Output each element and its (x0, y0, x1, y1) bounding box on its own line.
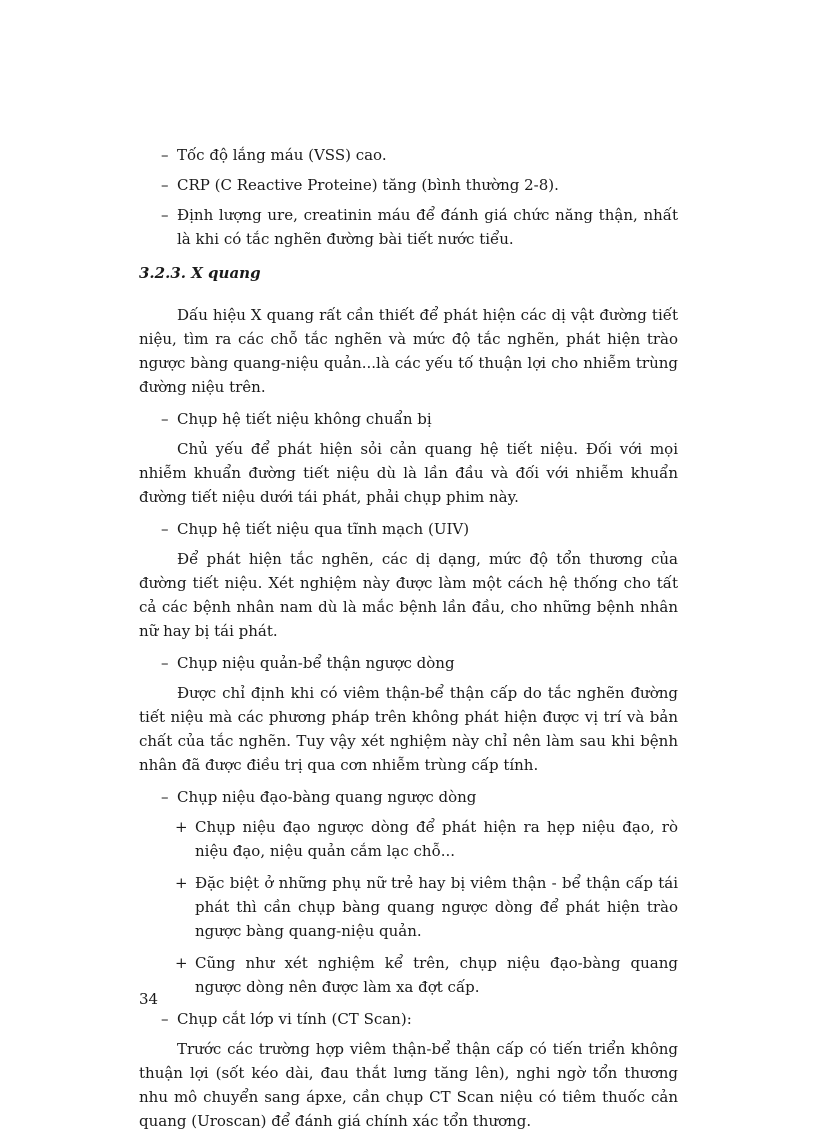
body-paragraph: Được chỉ định khi có viêm thận-bể thận cấp do tắc nghẽn đường tiết niệu mà các phương pháp trên không phát hiện được vị trí và bản chất của tắc nghẽn. Tuy vậy xét nghiệm này chỉ nên làm sau khi bệnh nhân đã được điều trị qua cơn nhiễm trùng cấp tính. (139, 684, 678, 774)
list-item-text: Chụp niệu quản-bể thận ngược dòng (177, 654, 455, 672)
list-item-text: Chụp cắt lớp vi tính (CT Scan): (177, 1010, 412, 1028)
list-item (139, 651, 678, 675)
page-content (139, 143, 678, 1141)
dash-marker: – (161, 410, 169, 428)
dash-marker: – (161, 146, 169, 164)
list-item (139, 517, 678, 541)
body-paragraph: Chủ yếu để phát hiện sỏi cản quang hệ tiết niệu. Đối với mọi nhiễm khuẩn đường tiết niệu dù là lần đầu và đối với nhiễm khuẩn đường tiết niệu dưới tái phát, phải chụp phim này. (139, 440, 678, 506)
sub-list-item (139, 951, 678, 999)
list-item-text: Chụp niệu đạo-bàng quang ngược dòng (177, 788, 477, 806)
sub-list-item-text: Đặc biệt ở những phụ nữ trẻ hay bị viêm thận - bể thận cấp tái phát thì cần chụp bàng quang ngược dòng để phát hiện trào ngược bàng quang-niệu quản. (195, 874, 678, 940)
sub-list-item-text: Chụp niệu đạo ngược dòng để phát hiện ra hẹp niệu đạo, rò niệu đạo, niệu quản cắm lạc chỗ... (195, 818, 678, 860)
list-item-text: Định lượng ure, creatinin máu để đánh giá chức năng thận, nhất là khi có tắc nghẽn đường bài tiết nước tiểu. (177, 206, 678, 248)
intro-paragraph: Dấu hiệu X quang rất cần thiết để phát hiện các dị vật đường tiết niệu, tìm ra các chỗ tắc nghẽn và mức độ tắc nghẽn, phát hiện trào ngược bàng quang-niệu quản...là các yếu tố thuận lợi cho nhiễm trùng đường niệu trên. (139, 306, 678, 396)
page-number: 34 (139, 990, 159, 1008)
list-item-text: Tốc độ lắng máu (VSS) cao. (177, 146, 387, 164)
sub-list-item (139, 871, 678, 943)
sub-list-item (139, 815, 678, 863)
dash-marker: – (161, 176, 169, 194)
dash-marker: – (161, 654, 169, 672)
body-paragraph: Trước các trường hợp viêm thận-bể thận cấp có tiến triển không thuận lợi (sốt kéo dài, đau thắt lưng tăng lên), nghi ngờ tổn thương nhu mô chuyển sang ápxe, cần chụp CT Scan niệu có tiêm thuốc cản quang (Uroscan) để đánh giá chính xác tổn thương. (139, 1040, 678, 1130)
list-item (139, 407, 678, 431)
list-item-text: CRP (C Reactive Proteine) tăng (bình thường 2-8). (177, 176, 559, 194)
section-heading: 3.2.3. X quang (139, 264, 261, 282)
plus-marker: + (175, 818, 188, 836)
list-item (139, 203, 678, 251)
dash-marker: – (161, 206, 169, 224)
dash-marker: – (161, 520, 169, 538)
sub-list-item-text: Cũng như xét nghiệm kể trên, chụp niệu đạo-bàng quang ngược dòng nên được làm xa đợt cấp. (195, 954, 678, 996)
list-item (139, 143, 678, 167)
list-item (139, 173, 678, 197)
dash-marker: – (161, 788, 169, 806)
list-item (139, 785, 678, 809)
list-item (139, 1007, 678, 1031)
body-paragraph: Để phát hiện tắc nghẽn, các dị dạng, mức độ tổn thương của đường tiết niệu. Xét nghiệm này được làm một cách hệ thống cho tất cả các bệnh nhân nam dù là mắc bệnh lần đầu, cho những bệnh nhân nữ hay bị tái phát. (139, 550, 678, 640)
plus-marker: + (175, 954, 188, 972)
list-item-text: Chụp hệ tiết niệu qua tĩnh mạch (UIV) (177, 520, 470, 538)
list-item-text: Chụp hệ tiết niệu không chuẩn bị (177, 410, 432, 428)
plus-marker: + (175, 874, 188, 892)
dash-marker: – (161, 1010, 169, 1028)
